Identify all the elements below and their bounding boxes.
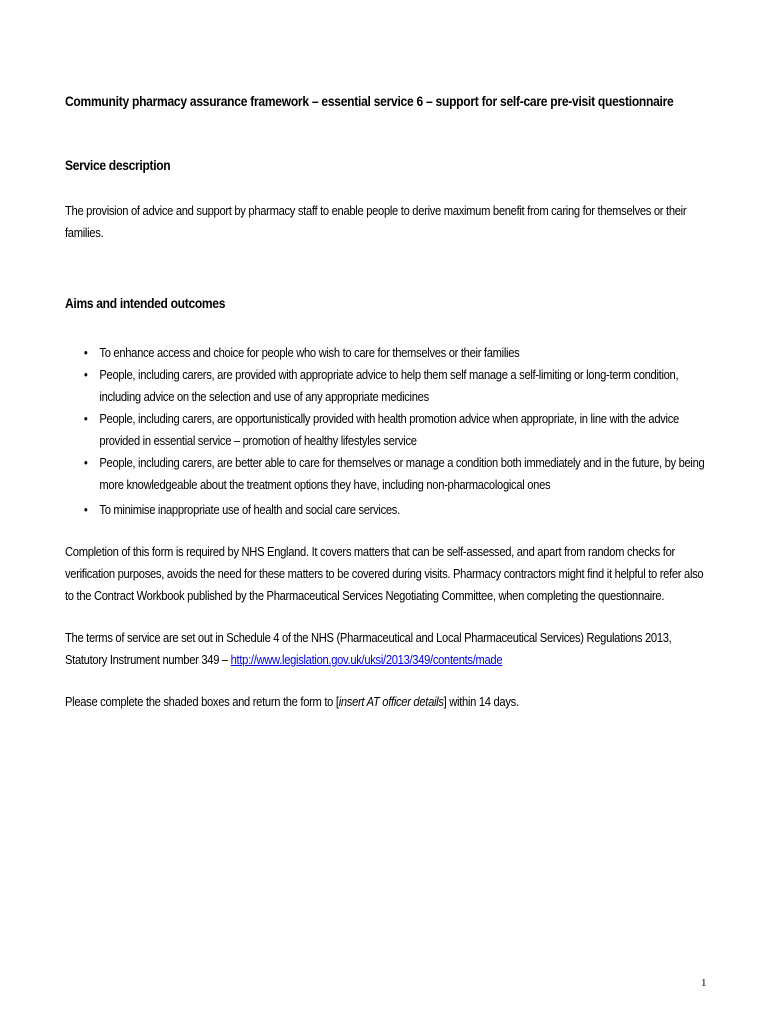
instruction-placeholder: insert AT officer details (338, 694, 444, 709)
aim-text: People, including carers, are opportunistically provided with health promotion advice when appropriate, in line with the advice provided in essential service – promotion of healthy lifestyles service (99, 411, 679, 448)
instruction-suffix: ] within 14 days. (443, 694, 519, 709)
terms-paragraph (65, 627, 706, 671)
list-item (65, 342, 706, 364)
bullet-icon: • (83, 502, 88, 517)
service-description-heading: Service description (65, 157, 171, 173)
page-number: 1 (701, 977, 707, 989)
bullet-icon: • (83, 367, 88, 382)
aim-text: People, including carers, are better able to care for themselves or manage a condition both immediately and in the future, by being more knowledgeable about the treatment options they have, including non-pharmacological ones (99, 455, 705, 492)
document-title: Community pharmacy assurance framework – essential service 6 – support for self-care pre-visit questionnaire (65, 93, 674, 109)
aim-text: People, including carers, are provided with appropriate advice to help them self manage a self-limiting or long-term condition, including advice on the selection and use of any appropriate medicines (99, 367, 679, 404)
list-item (65, 408, 706, 452)
list-item (65, 499, 706, 521)
aim-text: To enhance access and choice for people who wish to care for themselves or their families (99, 345, 520, 360)
bullet-icon: • (83, 411, 88, 426)
aims-list (65, 342, 706, 521)
aims-heading: Aims and intended outcomes (65, 295, 226, 311)
list-item (65, 452, 706, 496)
bullet-icon: • (83, 345, 88, 360)
instruction-prefix: Please complete the shaded boxes and return the form to [ (65, 694, 339, 709)
document-body (65, 90, 706, 713)
terms-text: The terms of service are set out in Schedule 4 of the NHS (Pharmaceutical and Local Pharmaceutical Services) Regulations 2013, Statutory Instrument number 349 – (65, 630, 672, 667)
service-description-text: The provision of advice and support by pharmacy staff to enable people to derive maximum benefit from caring for themselves or their families. (65, 203, 687, 240)
instruction-paragraph (65, 691, 706, 713)
legislation-link[interactable]: http://www.legislation.gov.uk/uksi/2013/349/contents/made (230, 652, 503, 667)
completion-paragraph: Completion of this form is required by NHS England. It covers matters that can be self-assessed, and apart from random checks for verification purposes, avoids the need for these matters to be covered during visits. Pharmacy contractors might find it helpful to refer also to the Contract Workbook published by the Pharmaceutical Services Negotiating Committee, when completing the questionnaire. (65, 544, 704, 603)
aim-text: To minimise inappropriate use of health and social care services. (99, 502, 400, 517)
list-item (65, 364, 706, 408)
bullet-icon: • (83, 455, 88, 470)
